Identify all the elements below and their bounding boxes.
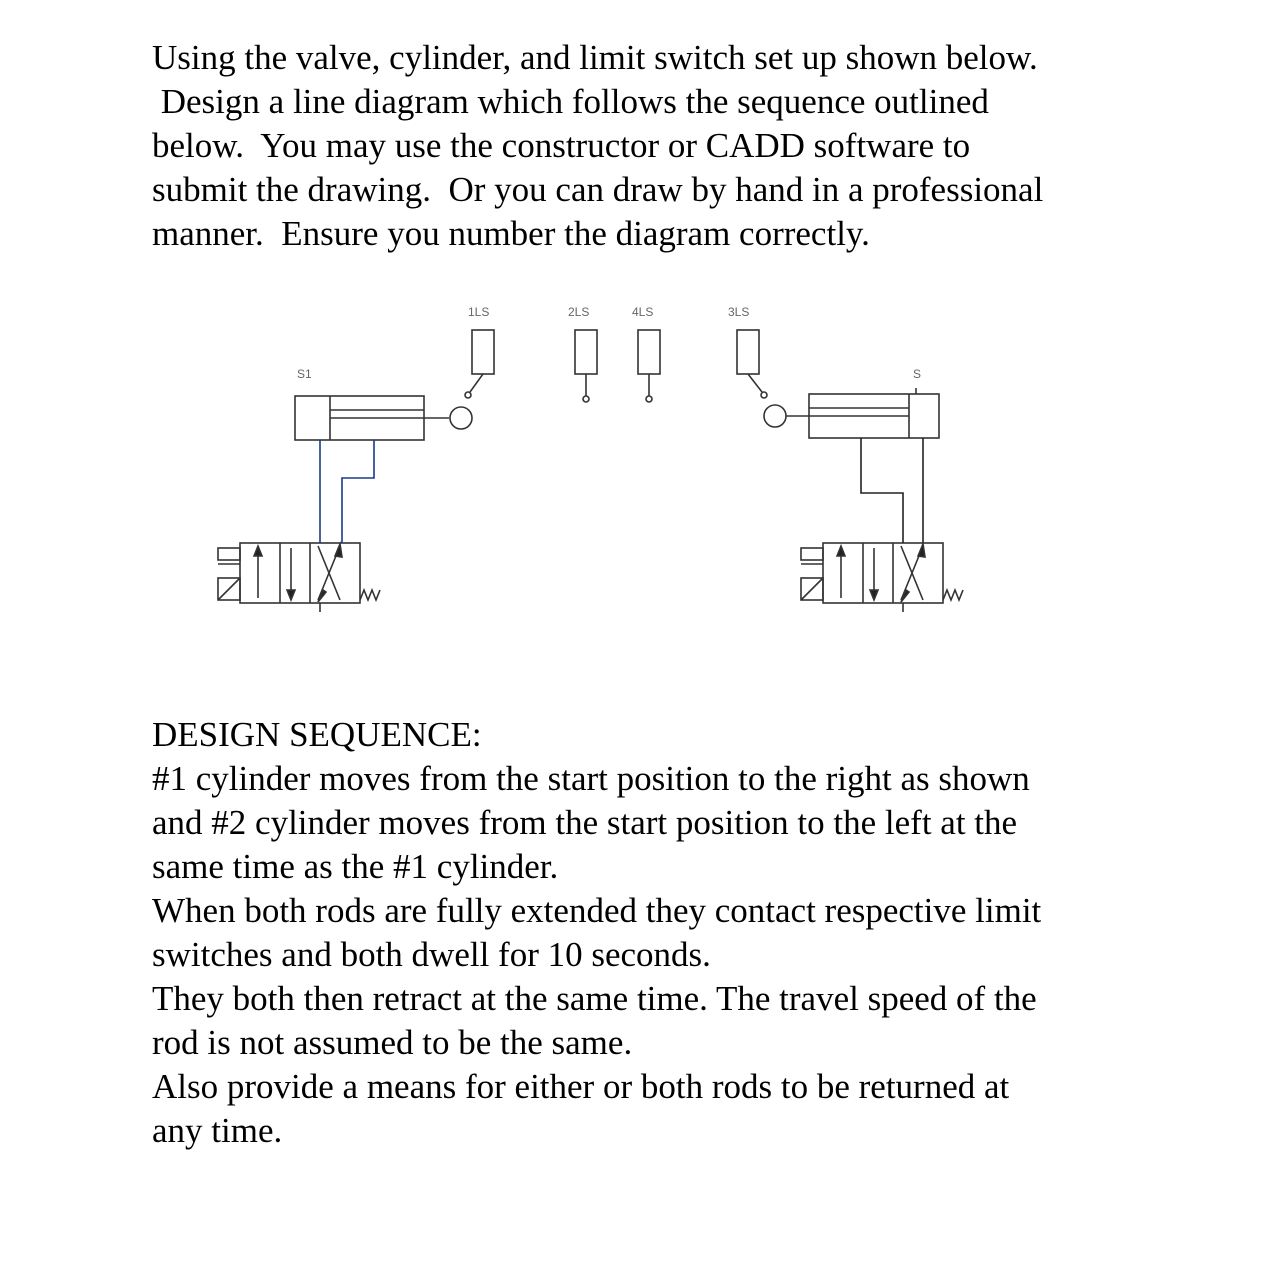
sequence-line: Also provide a means for either or both rods to be returned at [152,1067,1010,1106]
valve-1 [218,543,380,612]
cylinder-2 [764,388,939,438]
cylinder-1-hoses [320,440,374,543]
instructions-line: submit the drawing. Or you can draw by hand in a professional [152,170,1044,209]
sequence-line: rod is not assumed to be the same. [152,1023,633,1062]
label-s1: S1 [297,367,312,381]
limit-switch-2ls [575,330,597,402]
label-1ls: 1LS [468,305,490,319]
label-4ls: 4LS [632,305,654,319]
sequence-heading: DESIGN SEQUENCE: [152,715,482,754]
sequence-line: switches and both dwell for 10 seconds. [152,935,711,974]
instructions-line: manner. Ensure you number the diagram correctly. [152,214,870,253]
instructions-line: below. You may use the constructor or CADD software to [152,126,971,165]
instructions-line: Using the valve, cylinder, and limit switch set up shown below. [152,38,1038,77]
sequence-line: #1 cylinder moves from the start position to the right as shown [152,759,1030,798]
sequence-line: and #2 cylinder moves from the start position to the left at the [152,803,1018,842]
sequence-line: When both rods are fully extended they contact respective limit [152,891,1042,930]
sequence-line: any time. [152,1111,283,1150]
label-s: S [913,367,922,381]
instructions-paragraph [152,36,1152,256]
valve-2 [801,543,963,612]
label-3ls: 3LS [728,305,750,319]
limit-switch-4ls [638,330,660,402]
cylinder-1 [295,396,472,440]
cylinder-2-hoses [861,438,923,543]
label-2ls: 2LS [568,305,590,319]
sequence-line: They both then retract at the same time. The travel speed of the [152,979,1037,1018]
pneumatic-setup-diagram [0,290,1284,620]
design-sequence [152,713,1152,1153]
sequence-line: same time as the #1 cylinder. [152,847,559,886]
limit-switch-1ls [465,330,494,398]
limit-switch-3ls [737,330,767,398]
instructions-line: Design a line diagram which follows the sequence outlined [152,82,989,121]
